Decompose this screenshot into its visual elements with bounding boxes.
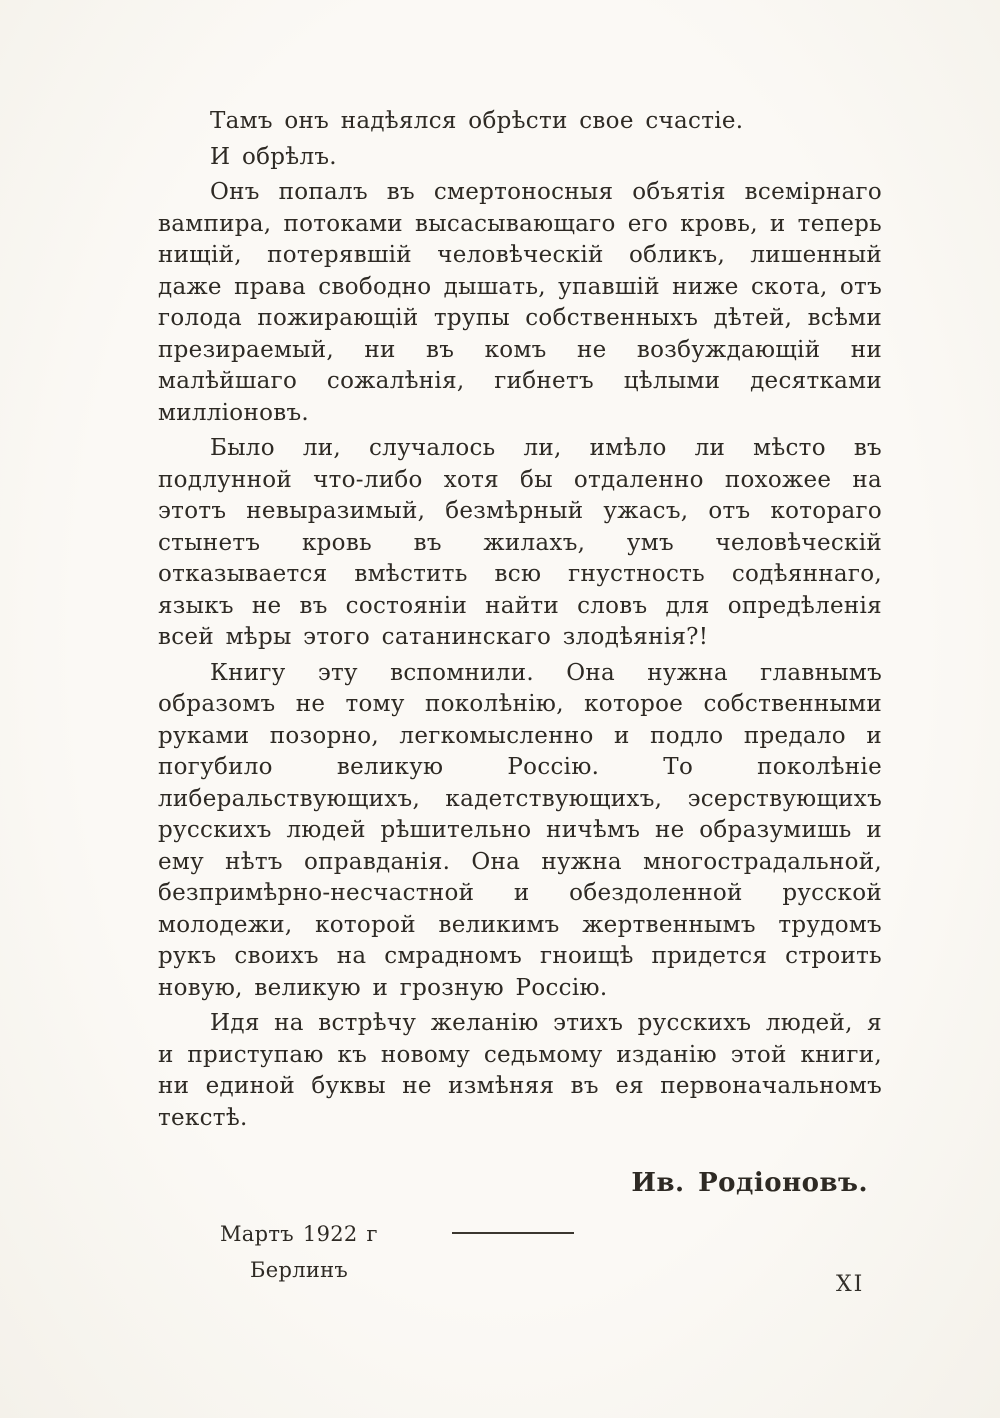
paragraph: И обрѣлъ.	[210, 143, 337, 170]
text-block	[158, 106, 882, 1288]
date-text: Мартъ 1922 г	[220, 1221, 378, 1246]
author-signature: Ив. Родіоновъ.	[631, 1168, 868, 1198]
divider-rule	[452, 1232, 574, 1234]
page-number: XI	[836, 1272, 865, 1297]
paragraph: Тамъ онъ надѣялся обрѣсти свое счастіе.	[210, 108, 744, 134]
paragraph: Книгу эту вспомнили. Она нужна главнымъ образомъ не тому поколѣнію, которое собственными руками позорно, легкомысленно и подло предало и погубило великую Россію. То поколѣніе либеральствующихъ, кадетствующихъ, эсерствующихъ русскихъ людей рѣшительно ничѣмъ не образумишь и ему нѣтъ оправданія. Она нужна многострадальной, безпримѣрно-несчастной и обездоленной русской молодежи, которой великимъ жертвеннымъ трудомъ рукъ своихъ на смрадномъ гноищѣ придется строить новую, великую и грозную Россію.	[158, 659, 882, 1001]
paragraph: Онъ попалъ въ смертоносныя объятія всемірнаго вампира, потоками высасывающаго его кровь, и теперь нищій, потерявшій человѣческій обликъ, лишенный даже права свободно дышать, упавшій ниже скота, отъ голода пожирающій трупы собственныхъ дѣтей, всѣми презираемый, ни въ комъ не возбуждающій ни малѣйшаго сожалѣнія, гибнетъ цѣлыми десятками милліоновъ.	[158, 179, 882, 426]
paragraph: Идя на встрѣчу желанію этихъ русскихъ людей, я и приступаю къ новому седьмому изданію этой книги, ни единой буквы не измѣняя въ ея первоначальномъ текстѣ.	[158, 1010, 882, 1131]
paragraph: Было ли, случалось ли, имѣло ли мѣсто въ подлунной что-либо хотя бы отдаленно похожее на этотъ невыразимый, безмѣрный ужасъ, отъ котораго стынетъ кровь въ жилахъ, умъ человѣческій отказывается вмѣстить всю гнустность содѣяннаго, языкъ не въ состояніи найти словъ для опредѣленія всей мѣры этого сатанинскаго злодѣянія?!	[158, 435, 882, 650]
date-block	[220, 1216, 882, 1288]
place-text: Берлинъ	[250, 1257, 349, 1282]
